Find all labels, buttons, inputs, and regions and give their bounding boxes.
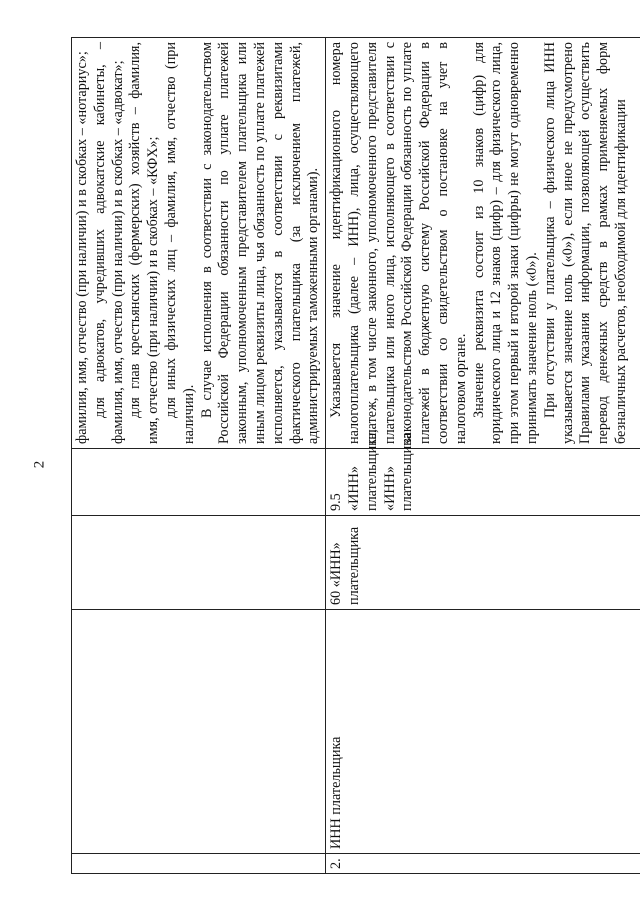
- field-code-cell: [326, 429, 640, 516]
- row-number-cell: 2.: [326, 854, 640, 874]
- description-paragraph: При отсутствии у плательщика – физического лица ИНН указывается значение ноль («0»), если иное не предусмотрено Правилами указания информации, позволяющей осуществить перевод денежных средств в рамках применяемых форм безналичных расчетов, необходимой для идентификации: [541, 42, 629, 444]
- description-paragraph: В случае исполнения в соответствии с законодательством Российской Федерации обязанности по уплате платежей законным, уполномоченным представителем плательщика или иным лицом реквизиты лица, чья обязанность по уплате платежей исполняется, указываются в соответствии с реквизитами фактического плательщика (за исключением платежей, администрируемых таможенными органами).: [198, 42, 322, 444]
- row-number-cell: [72, 854, 326, 874]
- rotated-page-content: [71, 38, 629, 874]
- description-paragraph: Значение реквизита состоит из 10 знаков (цифр) для юридического лица и 12 знаков (цифр) – для физического лица, при этом первый и второй знаки (цифры) не могут одновременно принимать значение ноль («0»).: [470, 42, 540, 444]
- requisite-name: ИНН плательщика: [328, 736, 345, 849]
- table-row: [72, 38, 326, 874]
- description-paragraph: Указывается значение идентификационного номера налогоплательщика (далее – ИНН), лица, осуществляющего платеж, в том числе законного, уполномоченного представителя плательщика или иного лица, исполняющего в соответствии с законодательством Российской Федерации обязанность по уплате платежей в бюджетную систему Российской Федерации в соответствии со свидетельством о постановке на учет в налоговом органе.: [328, 42, 469, 444]
- field-name: 60 «ИНН» плательщика: [328, 526, 362, 605]
- description-cell: [326, 38, 640, 449]
- description-paragraph: фамилия, имя, отчество (при наличии) и в скобках – «нотариус»;: [74, 51, 90, 444]
- requisite-name-cell: [72, 610, 326, 854]
- description-paragraph: для глав крестьянских (фермерских) хозяйств – фамилия, имя, отчество (при наличии) и в скобках – «КФХ»;: [127, 42, 162, 444]
- table-row: [326, 38, 640, 874]
- field-name-cell: [326, 516, 640, 610]
- field-name-cell: [72, 516, 326, 610]
- requisite-name-cell: [326, 610, 640, 854]
- description-cell: [72, 38, 326, 449]
- description-paragraph: для адвокатов, учредивших адвокатские кабинеты, – фамилия, имя, отчество (при наличии) и в скобках – «адвокат»;: [91, 42, 126, 444]
- field-code-cell: [72, 449, 326, 516]
- field-code: 9.5 «ИНН» плательщика, «ИНН» плательщика: [328, 429, 416, 511]
- page-number: 2: [31, 460, 48, 469]
- description-paragraph: для иных физических лиц – фамилия, имя, отчество (при наличии).: [162, 42, 197, 444]
- requisites-table: [71, 37, 640, 874]
